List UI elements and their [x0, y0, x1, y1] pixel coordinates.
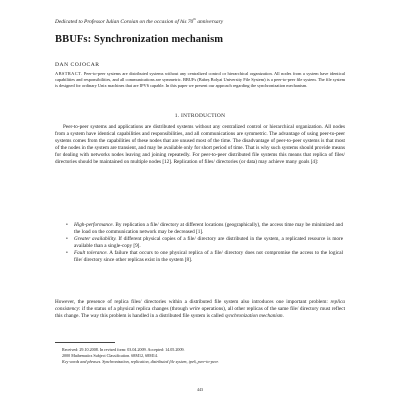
- abstract: [55, 71, 345, 90]
- author-name: DAN COJOCAR: [55, 62, 100, 68]
- footnote-received: Received: 29.10.2008. In revised form: 03.04.2009. Accepted: 14.05.2009.: [62, 347, 185, 352]
- bullet-icon: •: [66, 222, 68, 228]
- footnotes: [62, 347, 352, 364]
- page-number: 443: [197, 387, 203, 392]
- intro-paragraph-1: Peer-to-peer systems and applications are distributed systems without any centralized control or hierarchical organization. All nodes from a system have identical capabilities and responsibilities, and all communications are symmetric. The advantage of using peer-to-peer systems comes from the capabilities of these nodes that are unused most of the time. The disadvantage of peer-to-peer systems is that most of the nodes in the system are transient, and may be available only for short period of time. That is why such systems should provide means for dealing with networks nodes leaving and joining repeatedly. For peer-to-peer distributed file systems this means that replica of files/ directories should be maintained on multiple nodes [12]. Replication of files/ directories (or data) may achieve many goals [4]:: [55, 124, 345, 166]
- running-header: [48, 0, 348, 6]
- list-item: • Greater availability. If different physical copies of a file/ directory are distributed in the system, a replicated resource is more available than a single-copy [9].: [66, 236, 343, 250]
- footnote-msc: 2000 Mathematics Subject Classification. 68M12, 68M14.: [62, 352, 158, 358]
- goals-list: [66, 222, 343, 265]
- dedication: Dedicated to Professor Iulian Coroian on the occasion of his 70th anniversary: [55, 17, 224, 25]
- intro-paragraph-2: However, the presence of replica files/ directories within a distributed file system also introduces one important problem: replica consistency: if the status of a physical replica changes (through write operations), all other replicas of the same file/ directory must reflect this change. The way this problem is handled in a distributed file system is called synchronization mechanism.: [55, 299, 346, 320]
- abstract-text: Peer-to-peer systems are distributed systems without any centralized control or hierarchical organization. All nodes from a system have identical capabilities and responsibilities, and all communications are symmetric. BBUFs (Babeș Bolyai University File System) is a peer-to-peer file system. The file system is designed for ordinary Unix machines that are IPV6 capable. In this paper we present our approach regarding the synchronization mechanism.: [55, 71, 345, 89]
- paper-title: BBUFs: Synchronization mechanism: [55, 34, 224, 45]
- bullet-icon: •: [66, 250, 68, 257]
- footnote-rule: [55, 342, 115, 343]
- list-item: • High-performance. By replication a file/ directory at different locations (geographically), the access time may be minimized and the load on the communication network may be decreased [1].: [66, 222, 343, 236]
- footnote-keywords: Key words and phrases. Synchronization, replication, distributed file system, ipv6, peer-to-peer.: [62, 358, 219, 364]
- list-item: • Fault tolerance. A failure that occurs to one physical replica of a file/ directory does not compromise the access to the logical file/ directory since other replicas exist in the system [8].: [66, 250, 343, 264]
- abstract-label: ABSTRACT.: [55, 71, 83, 76]
- bullet-icon: •: [66, 236, 68, 243]
- section-title: 1. INTRODUCTION: [174, 113, 226, 119]
